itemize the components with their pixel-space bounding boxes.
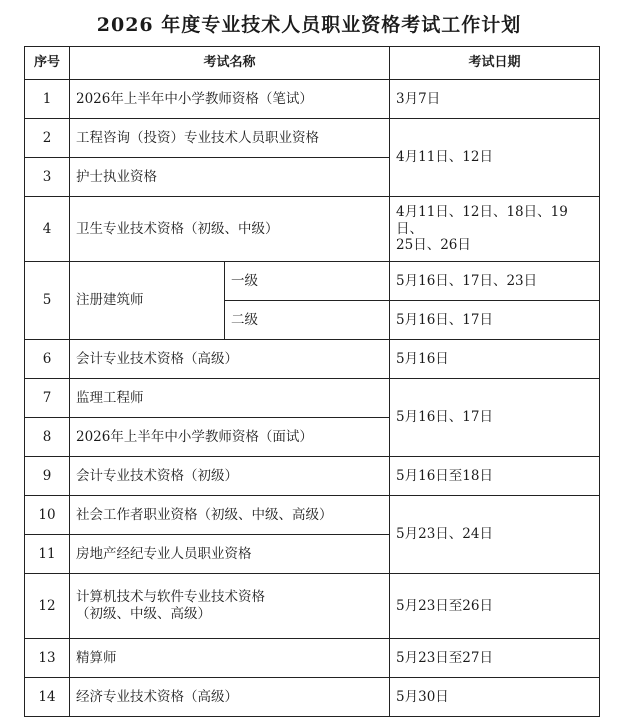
- table-row: [25, 678, 600, 717]
- exam-name: 护士执业资格: [70, 158, 390, 197]
- row-no: 13: [25, 639, 70, 678]
- exam-date: 4月11日、12日: [390, 119, 600, 197]
- row-no: 6: [25, 340, 70, 379]
- table-row: [25, 457, 600, 496]
- exam-name-line: 计算机技术与软件专业技术资格: [76, 589, 265, 606]
- exam-name: 经济专业技术资格（高级）: [70, 678, 390, 717]
- table-header-row: [25, 47, 600, 80]
- exam-schedule-table: [24, 46, 600, 717]
- table-row: [25, 340, 600, 379]
- exam-name: [70, 574, 390, 639]
- row-no: 10: [25, 496, 70, 535]
- exam-date: 3月7日: [390, 80, 600, 119]
- exam-name: 工程咨询（投资）专业技术人员职业资格: [70, 119, 390, 158]
- table-row: [25, 496, 600, 535]
- exam-name: 注册建筑师: [70, 262, 225, 340]
- row-no: 5: [25, 262, 70, 340]
- exam-date: 5月23日至27日: [390, 639, 600, 678]
- exam-date: 5月16日、17日: [390, 379, 600, 457]
- exam-date: 5月16日: [390, 340, 600, 379]
- table-row: [25, 574, 600, 639]
- row-no: 7: [25, 379, 70, 418]
- exam-name: 会计专业技术资格（高级）: [70, 340, 390, 379]
- exam-date-line: 25日、26日: [396, 237, 471, 254]
- exam-name: 2026年上半年中小学教师资格（面试）: [70, 418, 390, 457]
- exam-level: 二级: [225, 301, 390, 340]
- exam-name: 监理工程师: [70, 379, 390, 418]
- exam-date: 5月23日至26日: [390, 574, 600, 639]
- table-row: [25, 262, 600, 301]
- row-no: 2: [25, 119, 70, 158]
- exam-date: [390, 197, 600, 262]
- table-row: [25, 379, 600, 418]
- exam-date: 5月16日至18日: [390, 457, 600, 496]
- exam-name: 房地产经纪专业人员职业资格: [70, 535, 390, 574]
- exam-date-line: 4月11日、12日、18日、19日、: [396, 203, 568, 237]
- exam-date: 5月23日、24日: [390, 496, 600, 574]
- row-no: 9: [25, 457, 70, 496]
- row-no: 8: [25, 418, 70, 457]
- row-no: 1: [25, 80, 70, 119]
- table-row: [25, 639, 600, 678]
- header-name: 考试名称: [70, 47, 390, 80]
- header-date: 考试日期: [390, 47, 600, 80]
- exam-name: 2026年上半年中小学教师资格（笔试）: [70, 80, 390, 119]
- header-no: 序号: [25, 47, 70, 80]
- table-row: [25, 197, 600, 262]
- row-no: 4: [25, 197, 70, 262]
- exam-name: 精算师: [70, 639, 390, 678]
- exam-level: 一级: [225, 262, 390, 301]
- exam-name: 卫生专业技术资格（初级、中级）: [70, 197, 390, 262]
- row-no: 3: [25, 158, 70, 197]
- row-no: 12: [25, 574, 70, 639]
- exam-date: 5月16日、17日、23日: [390, 262, 600, 301]
- exam-name-line: （初级、中级、高级）: [76, 606, 211, 622]
- exam-date: 5月30日: [390, 678, 600, 717]
- exam-date: 5月16日、17日: [390, 301, 600, 340]
- table-row: [25, 80, 600, 119]
- page-title: 2026 年度专业技术人员职业资格考试工作计划: [96, 14, 522, 36]
- row-no: 14: [25, 678, 70, 717]
- row-no: 11: [25, 535, 70, 574]
- exam-name: 社会工作者职业资格（初级、中级、高级）: [70, 496, 390, 535]
- table-row: [25, 119, 600, 158]
- exam-name: 会计专业技术资格（初级）: [70, 457, 390, 496]
